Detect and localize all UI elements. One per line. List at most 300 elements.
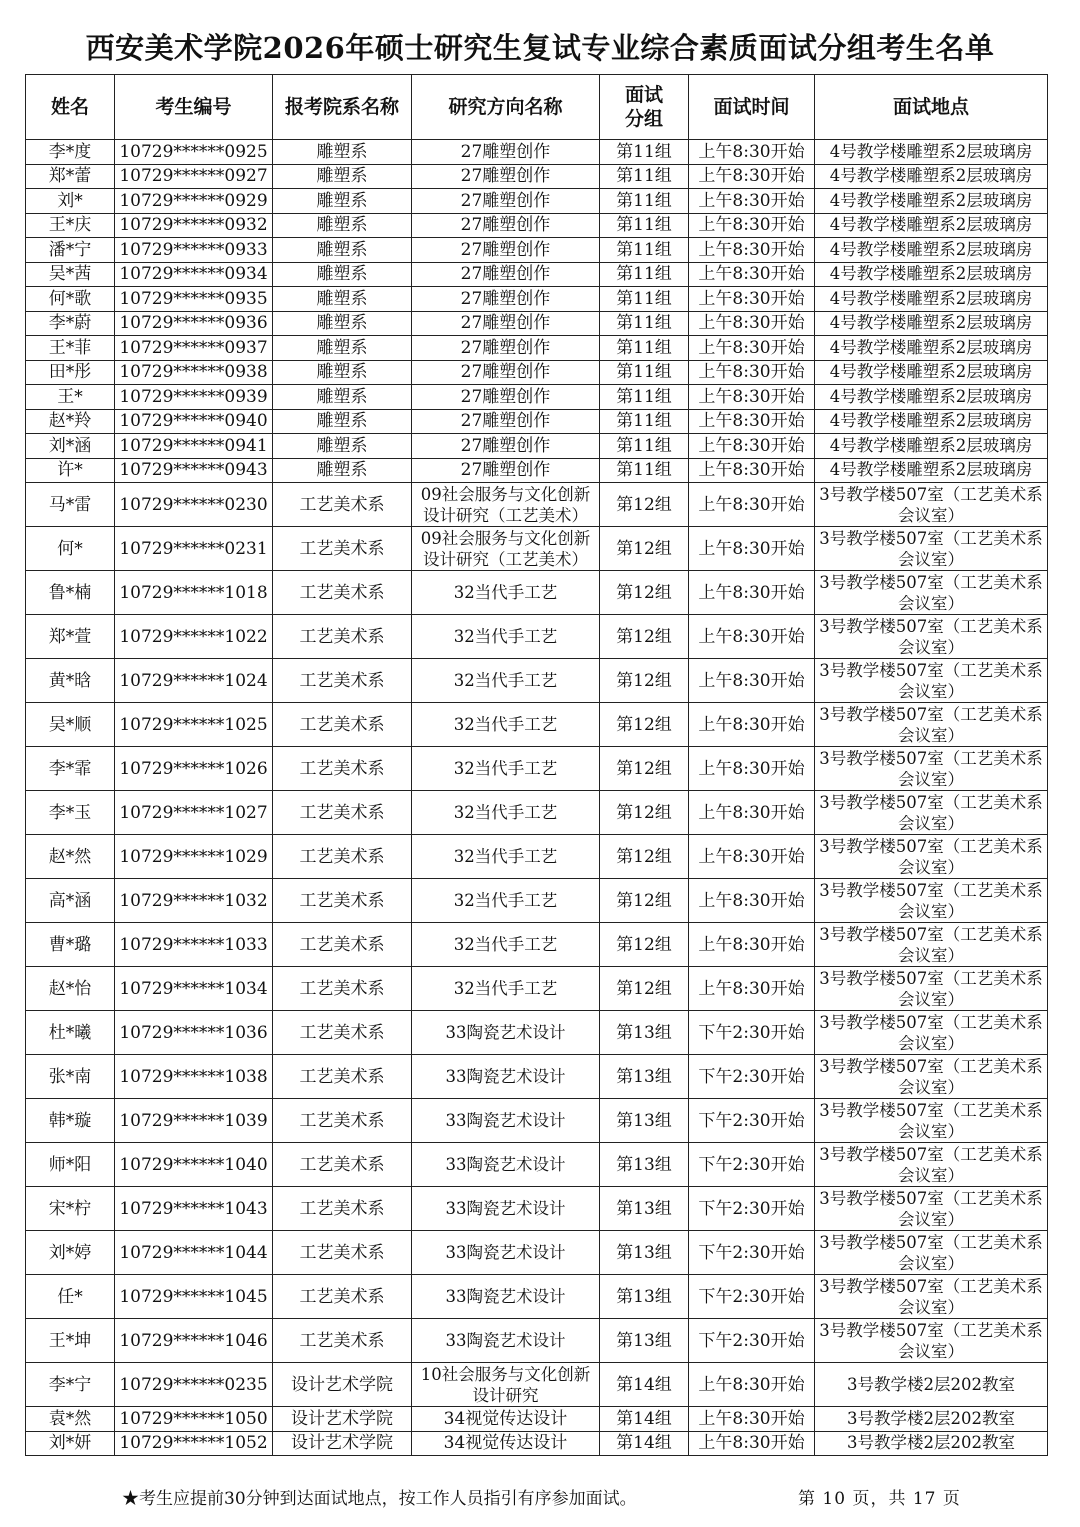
cell-interview-location: 3号教学楼507室（工艺美术系会议室） <box>815 703 1048 747</box>
candidate-table <box>25 74 1048 1456</box>
cell-research-direction: 27雕塑创作 <box>412 434 600 459</box>
cell-department: 设计艺术学院 <box>273 1363 412 1407</box>
cell-candidate-id: 10729******0943 <box>115 458 273 483</box>
table-row <box>26 287 1048 312</box>
cell-interview-time: 上午8:30开始 <box>689 835 815 879</box>
cell-interview-location: 4号教学楼雕塑系2层玻璃房 <box>815 409 1048 434</box>
cell-candidate-id: 10729******0939 <box>115 385 273 410</box>
cell-name: 田*彤 <box>26 360 115 385</box>
cell-interview-time: 下午2:30开始 <box>689 1275 815 1319</box>
cell-interview-time: 下午2:30开始 <box>689 1011 815 1055</box>
cell-department: 雕塑系 <box>273 287 412 312</box>
cell-department: 工艺美术系 <box>273 483 412 527</box>
cell-research-direction: 27雕塑创作 <box>412 262 600 287</box>
cell-interview-group: 第11组 <box>600 434 689 459</box>
cell-candidate-id: 10729******1022 <box>115 615 273 659</box>
cell-name: 赵*怡 <box>26 967 115 1011</box>
table-row <box>26 1319 1048 1363</box>
cell-interview-location: 3号教学楼507室（工艺美术系会议室） <box>815 527 1048 571</box>
table-row <box>26 1275 1048 1319</box>
cell-name: 王*菲 <box>26 336 115 361</box>
cell-interview-time: 上午8:30开始 <box>689 923 815 967</box>
cell-department: 雕塑系 <box>273 434 412 459</box>
cell-candidate-id: 10729******1045 <box>115 1275 273 1319</box>
cell-interview-time: 下午2:30开始 <box>689 1099 815 1143</box>
cell-candidate-id: 10729******1034 <box>115 967 273 1011</box>
cell-interview-time: 上午8:30开始 <box>689 703 815 747</box>
cell-interview-group: 第12组 <box>600 879 689 923</box>
table-row <box>26 571 1048 615</box>
cell-interview-location: 3号教学楼507室（工艺美术系会议室） <box>815 615 1048 659</box>
cell-interview-time: 上午8:30开始 <box>689 1431 815 1456</box>
cell-department: 雕塑系 <box>273 336 412 361</box>
cell-interview-time: 上午8:30开始 <box>689 615 815 659</box>
cell-department: 工艺美术系 <box>273 1011 412 1055</box>
cell-research-direction: 32当代手工艺 <box>412 835 600 879</box>
cell-research-direction: 27雕塑创作 <box>412 385 600 410</box>
cell-research-direction: 09社会服务与文化创新设计研究（工艺美术） <box>412 527 600 571</box>
table-row <box>26 791 1048 835</box>
cell-interview-location: 4号教学楼雕塑系2层玻璃房 <box>815 189 1048 214</box>
cell-research-direction: 33陶瓷艺术设计 <box>412 1275 600 1319</box>
header-research-direction: 研究方向名称 <box>412 75 600 140</box>
cell-interview-location: 3号教学楼507室（工艺美术系会议室） <box>815 659 1048 703</box>
table-row <box>26 262 1048 287</box>
cell-name: 师*阳 <box>26 1143 115 1187</box>
cell-interview-time: 下午2:30开始 <box>689 1055 815 1099</box>
cell-interview-group: 第12组 <box>600 659 689 703</box>
table-row <box>26 409 1048 434</box>
cell-research-direction: 27雕塑创作 <box>412 140 600 165</box>
page-indicator: 第 10 页，共 17 页 <box>798 1489 961 1509</box>
cell-interview-location: 4号教学楼雕塑系2层玻璃房 <box>815 238 1048 263</box>
cell-interview-time: 上午8:30开始 <box>689 213 815 238</box>
cell-interview-group: 第11组 <box>600 311 689 336</box>
cell-interview-group: 第11组 <box>600 238 689 263</box>
cell-candidate-id: 10729******0938 <box>115 360 273 385</box>
cell-research-direction: 33陶瓷艺术设计 <box>412 1099 600 1143</box>
cell-candidate-id: 10729******0925 <box>115 140 273 165</box>
cell-interview-group: 第13组 <box>600 1011 689 1055</box>
cell-department: 雕塑系 <box>273 311 412 336</box>
cell-department: 雕塑系 <box>273 262 412 287</box>
header-interview-time: 面试时间 <box>689 75 815 140</box>
cell-candidate-id: 10729******0941 <box>115 434 273 459</box>
cell-candidate-id: 10729******1038 <box>115 1055 273 1099</box>
cell-name: 李*霏 <box>26 747 115 791</box>
cell-research-direction: 33陶瓷艺术设计 <box>412 1055 600 1099</box>
cell-name: 赵*然 <box>26 835 115 879</box>
table-row <box>26 1143 1048 1187</box>
cell-name: 马*雷 <box>26 483 115 527</box>
cell-department: 工艺美术系 <box>273 1275 412 1319</box>
cell-interview-time: 上午8:30开始 <box>689 434 815 459</box>
cell-candidate-id: 10729******0235 <box>115 1363 273 1407</box>
cell-name: 许* <box>26 458 115 483</box>
cell-interview-time: 上午8:30开始 <box>689 140 815 165</box>
cell-research-direction: 32当代手工艺 <box>412 615 600 659</box>
cell-name: 吴*茜 <box>26 262 115 287</box>
cell-interview-group: 第11组 <box>600 164 689 189</box>
cell-interview-location: 4号教学楼雕塑系2层玻璃房 <box>815 336 1048 361</box>
table-row <box>26 213 1048 238</box>
cell-interview-location: 4号教学楼雕塑系2层玻璃房 <box>815 287 1048 312</box>
table-row <box>26 336 1048 361</box>
cell-research-direction: 32当代手工艺 <box>412 571 600 615</box>
cell-research-direction: 27雕塑创作 <box>412 336 600 361</box>
cell-research-direction: 33陶瓷艺术设计 <box>412 1231 600 1275</box>
cell-interview-time: 上午8:30开始 <box>689 238 815 263</box>
cell-candidate-id: 10729******0934 <box>115 262 273 287</box>
cell-research-direction: 27雕塑创作 <box>412 238 600 263</box>
cell-research-direction: 32当代手工艺 <box>412 703 600 747</box>
table-row <box>26 311 1048 336</box>
cell-candidate-id: 10729******1039 <box>115 1099 273 1143</box>
cell-research-direction: 27雕塑创作 <box>412 360 600 385</box>
cell-interview-group: 第12组 <box>600 527 689 571</box>
cell-candidate-id: 10729******1025 <box>115 703 273 747</box>
cell-candidate-id: 10729******1046 <box>115 1319 273 1363</box>
cell-candidate-id: 10729******1026 <box>115 747 273 791</box>
cell-interview-location: 3号教学楼507室（工艺美术系会议室） <box>815 791 1048 835</box>
cell-interview-location: 4号教学楼雕塑系2层玻璃房 <box>815 360 1048 385</box>
cell-candidate-id: 10729******1032 <box>115 879 273 923</box>
table-row <box>26 1055 1048 1099</box>
cell-interview-group: 第12组 <box>600 571 689 615</box>
cell-name: 赵*羚 <box>26 409 115 434</box>
cell-interview-group: 第12组 <box>600 747 689 791</box>
cell-department: 工艺美术系 <box>273 923 412 967</box>
cell-candidate-id: 10729******0940 <box>115 409 273 434</box>
cell-interview-location: 3号教学楼507室（工艺美术系会议室） <box>815 747 1048 791</box>
cell-candidate-id: 10729******1029 <box>115 835 273 879</box>
header-name: 姓名 <box>26 75 115 140</box>
cell-interview-group: 第11组 <box>600 189 689 214</box>
cell-interview-time: 上午8:30开始 <box>689 527 815 571</box>
table-row <box>26 458 1048 483</box>
cell-department: 工艺美术系 <box>273 527 412 571</box>
cell-department: 雕塑系 <box>273 164 412 189</box>
cell-candidate-id: 10729******1043 <box>115 1187 273 1231</box>
table-row <box>26 703 1048 747</box>
cell-interview-location: 4号教学楼雕塑系2层玻璃房 <box>815 434 1048 459</box>
cell-name: 任* <box>26 1275 115 1319</box>
cell-name: 宋*柠 <box>26 1187 115 1231</box>
page-title: 西安美术学院2026年硕士研究生复试专业综合素质面试分组考生名单 <box>85 31 995 65</box>
header-department: 报考院系名称 <box>273 75 412 140</box>
cell-name: 刘*妍 <box>26 1431 115 1456</box>
cell-interview-location: 3号教学楼2层202教室 <box>815 1407 1048 1432</box>
cell-research-direction: 27雕塑创作 <box>412 409 600 434</box>
cell-research-direction: 27雕塑创作 <box>412 287 600 312</box>
cell-interview-time: 上午8:30开始 <box>689 1407 815 1432</box>
cell-department: 雕塑系 <box>273 213 412 238</box>
cell-name: 袁*然 <box>26 1407 115 1432</box>
cell-research-direction: 32当代手工艺 <box>412 879 600 923</box>
table-header-row <box>26 75 1048 140</box>
cell-interview-group: 第12组 <box>600 967 689 1011</box>
cell-name: 李*度 <box>26 140 115 165</box>
cell-research-direction: 32当代手工艺 <box>412 747 600 791</box>
cell-department: 设计艺术学院 <box>273 1431 412 1456</box>
table-row <box>26 434 1048 459</box>
cell-department: 工艺美术系 <box>273 1099 412 1143</box>
cell-interview-location: 4号教学楼雕塑系2层玻璃房 <box>815 164 1048 189</box>
cell-interview-location: 3号教学楼507室（工艺美术系会议室） <box>815 1055 1048 1099</box>
cell-candidate-id: 10729******1036 <box>115 1011 273 1055</box>
cell-interview-group: 第12组 <box>600 483 689 527</box>
cell-candidate-id: 10729******0932 <box>115 213 273 238</box>
cell-research-direction: 34视觉传达设计 <box>412 1431 600 1456</box>
cell-interview-time: 上午8:30开始 <box>689 483 815 527</box>
cell-interview-time: 上午8:30开始 <box>689 189 815 214</box>
cell-interview-location: 3号教学楼507室（工艺美术系会议室） <box>815 571 1048 615</box>
cell-interview-time: 下午2:30开始 <box>689 1231 815 1275</box>
cell-interview-group: 第11组 <box>600 458 689 483</box>
cell-candidate-id: 10729******1033 <box>115 923 273 967</box>
cell-interview-time: 上午8:30开始 <box>689 164 815 189</box>
cell-interview-time: 上午8:30开始 <box>689 571 815 615</box>
table-row <box>26 1431 1048 1456</box>
cell-interview-group: 第14组 <box>600 1407 689 1432</box>
cell-interview-location: 4号教学楼雕塑系2层玻璃房 <box>815 458 1048 483</box>
cell-interview-time: 上午8:30开始 <box>689 1363 815 1407</box>
cell-interview-group: 第13组 <box>600 1275 689 1319</box>
cell-research-direction: 27雕塑创作 <box>412 189 600 214</box>
cell-candidate-id: 10729******0937 <box>115 336 273 361</box>
cell-interview-group: 第13组 <box>600 1099 689 1143</box>
cell-research-direction: 32当代手工艺 <box>412 967 600 1011</box>
cell-interview-group: 第12组 <box>600 791 689 835</box>
table-row <box>26 483 1048 527</box>
header-interview-location: 面试地点 <box>815 75 1048 140</box>
cell-interview-location: 3号教学楼507室（工艺美术系会议室） <box>815 923 1048 967</box>
cell-interview-group: 第12组 <box>600 835 689 879</box>
cell-interview-time: 上午8:30开始 <box>689 458 815 483</box>
cell-interview-location: 3号教学楼507室（工艺美术系会议室） <box>815 1231 1048 1275</box>
cell-name: 黄*晗 <box>26 659 115 703</box>
cell-interview-time: 下午2:30开始 <box>689 1319 815 1363</box>
cell-interview-location: 3号教学楼2层202教室 <box>815 1363 1048 1407</box>
cell-department: 工艺美术系 <box>273 791 412 835</box>
cell-interview-location: 3号教学楼507室（工艺美术系会议室） <box>815 1143 1048 1187</box>
cell-interview-time: 下午2:30开始 <box>689 1143 815 1187</box>
cell-name: 曹*璐 <box>26 923 115 967</box>
cell-interview-location: 3号教学楼507室（工艺美术系会议室） <box>815 1011 1048 1055</box>
table-body <box>26 140 1048 1456</box>
cell-research-direction: 33陶瓷艺术设计 <box>412 1187 600 1231</box>
cell-interview-time: 上午8:30开始 <box>689 287 815 312</box>
cell-name: 郑*萱 <box>26 615 115 659</box>
table-row <box>26 189 1048 214</box>
cell-name: 何* <box>26 527 115 571</box>
cell-interview-group: 第14组 <box>600 1431 689 1456</box>
cell-candidate-id: 10729******0927 <box>115 164 273 189</box>
cell-department: 工艺美术系 <box>273 1231 412 1275</box>
cell-research-direction: 33陶瓷艺术设计 <box>412 1143 600 1187</box>
cell-name: 王*庆 <box>26 213 115 238</box>
cell-interview-location: 3号教学楼2层202教室 <box>815 1431 1048 1456</box>
table-row <box>26 615 1048 659</box>
cell-interview-group: 第11组 <box>600 287 689 312</box>
cell-department: 工艺美术系 <box>273 703 412 747</box>
cell-research-direction: 27雕塑创作 <box>412 164 600 189</box>
cell-interview-time: 上午8:30开始 <box>689 336 815 361</box>
cell-department: 雕塑系 <box>273 140 412 165</box>
cell-name: 李*宁 <box>26 1363 115 1407</box>
table-row <box>26 164 1048 189</box>
cell-interview-group: 第13组 <box>600 1143 689 1187</box>
cell-department: 工艺美术系 <box>273 659 412 703</box>
table-row <box>26 140 1048 165</box>
cell-department: 工艺美术系 <box>273 1055 412 1099</box>
cell-interview-time: 上午8:30开始 <box>689 791 815 835</box>
cell-name: 何*歌 <box>26 287 115 312</box>
cell-name: 韩*璇 <box>26 1099 115 1143</box>
table-row <box>26 385 1048 410</box>
cell-interview-group: 第11组 <box>600 140 689 165</box>
cell-interview-location: 4号教学楼雕塑系2层玻璃房 <box>815 385 1048 410</box>
cell-candidate-id: 10729******0933 <box>115 238 273 263</box>
cell-interview-time: 上午8:30开始 <box>689 747 815 791</box>
cell-interview-group: 第11组 <box>600 360 689 385</box>
cell-name: 王* <box>26 385 115 410</box>
table-row <box>26 238 1048 263</box>
cell-interview-time: 上午8:30开始 <box>689 262 815 287</box>
cell-interview-group: 第11组 <box>600 409 689 434</box>
cell-department: 工艺美术系 <box>273 835 412 879</box>
cell-candidate-id: 10729******0230 <box>115 483 273 527</box>
cell-research-direction: 10社会服务与文化创新设计研究 <box>412 1363 600 1407</box>
cell-candidate-id: 10729******1027 <box>115 791 273 835</box>
cell-department: 设计艺术学院 <box>273 1407 412 1432</box>
table-row <box>26 1363 1048 1407</box>
cell-department: 工艺美术系 <box>273 1319 412 1363</box>
cell-interview-location: 3号教学楼507室（工艺美术系会议室） <box>815 1319 1048 1363</box>
cell-interview-location: 4号教学楼雕塑系2层玻璃房 <box>815 311 1048 336</box>
cell-name: 吴*顺 <box>26 703 115 747</box>
cell-candidate-id: 10729******1050 <box>115 1407 273 1432</box>
cell-interview-time: 上午8:30开始 <box>689 311 815 336</box>
cell-research-direction: 32当代手工艺 <box>412 791 600 835</box>
table-row <box>26 747 1048 791</box>
cell-interview-time: 上午8:30开始 <box>689 967 815 1011</box>
cell-candidate-id: 10729******1024 <box>115 659 273 703</box>
cell-research-direction: 33陶瓷艺术设计 <box>412 1011 600 1055</box>
cell-department: 工艺美术系 <box>273 967 412 1011</box>
cell-department: 工艺美术系 <box>273 747 412 791</box>
table-row <box>26 360 1048 385</box>
cell-interview-time: 下午2:30开始 <box>689 1187 815 1231</box>
table-row <box>26 1187 1048 1231</box>
cell-interview-location: 3号教学楼507室（工艺美术系会议室） <box>815 879 1048 923</box>
cell-interview-time: 上午8:30开始 <box>689 409 815 434</box>
cell-department: 工艺美术系 <box>273 1187 412 1231</box>
cell-department: 工艺美术系 <box>273 1143 412 1187</box>
cell-interview-group: 第14组 <box>600 1363 689 1407</box>
cell-research-direction: 27雕塑创作 <box>412 213 600 238</box>
cell-interview-location: 3号教学楼507室（工艺美术系会议室） <box>815 483 1048 527</box>
cell-department: 雕塑系 <box>273 360 412 385</box>
cell-interview-time: 上午8:30开始 <box>689 879 815 923</box>
cell-interview-group: 第13组 <box>600 1187 689 1231</box>
cell-name: 刘*涵 <box>26 434 115 459</box>
cell-name: 鲁*楠 <box>26 571 115 615</box>
cell-name: 李*蔚 <box>26 311 115 336</box>
cell-name: 张*南 <box>26 1055 115 1099</box>
cell-candidate-id: 10729******1018 <box>115 571 273 615</box>
cell-department: 雕塑系 <box>273 385 412 410</box>
cell-candidate-id: 10729******0929 <box>115 189 273 214</box>
cell-department: 雕塑系 <box>273 189 412 214</box>
footer-note: ★考生应提前30分钟到达面试地点，按工作人员指引有序参加面试。 <box>122 1489 637 1509</box>
cell-interview-group: 第11组 <box>600 336 689 361</box>
cell-research-direction: 32当代手工艺 <box>412 923 600 967</box>
cell-department: 雕塑系 <box>273 458 412 483</box>
table-row <box>26 879 1048 923</box>
table-row <box>26 835 1048 879</box>
cell-name: 刘* <box>26 189 115 214</box>
cell-candidate-id: 10729******1040 <box>115 1143 273 1187</box>
cell-interview-location: 3号教学楼507室（工艺美术系会议室） <box>815 1099 1048 1143</box>
cell-interview-group: 第11组 <box>600 213 689 238</box>
cell-interview-location: 3号教学楼507室（工艺美术系会议室） <box>815 835 1048 879</box>
table-row <box>26 527 1048 571</box>
header-candidate-id: 考生编号 <box>115 75 273 140</box>
cell-interview-time: 上午8:30开始 <box>689 385 815 410</box>
cell-research-direction: 27雕塑创作 <box>412 311 600 336</box>
header-interview-group: 面试分组 <box>600 75 689 140</box>
cell-name: 郑*蕾 <box>26 164 115 189</box>
cell-interview-location: 3号教学楼507室（工艺美术系会议室） <box>815 967 1048 1011</box>
cell-name: 王*坤 <box>26 1319 115 1363</box>
table-row <box>26 1011 1048 1055</box>
cell-interview-time: 上午8:30开始 <box>689 659 815 703</box>
cell-interview-group: 第11组 <box>600 385 689 410</box>
cell-name: 潘*宁 <box>26 238 115 263</box>
cell-name: 高*涵 <box>26 879 115 923</box>
cell-research-direction: 09社会服务与文化创新设计研究（工艺美术） <box>412 483 600 527</box>
cell-interview-group: 第12组 <box>600 923 689 967</box>
cell-research-direction: 34视觉传达设计 <box>412 1407 600 1432</box>
cell-candidate-id: 10729******0936 <box>115 311 273 336</box>
cell-interview-group: 第11组 <box>600 262 689 287</box>
cell-interview-location: 4号教学楼雕塑系2层玻璃房 <box>815 140 1048 165</box>
cell-interview-location: 4号教学楼雕塑系2层玻璃房 <box>815 262 1048 287</box>
cell-candidate-id: 10729******0231 <box>115 527 273 571</box>
cell-research-direction: 27雕塑创作 <box>412 458 600 483</box>
cell-research-direction: 32当代手工艺 <box>412 659 600 703</box>
cell-department: 工艺美术系 <box>273 615 412 659</box>
cell-interview-group: 第12组 <box>600 703 689 747</box>
cell-department: 雕塑系 <box>273 238 412 263</box>
cell-interview-location: 3号教学楼507室（工艺美术系会议室） <box>815 1275 1048 1319</box>
cell-name: 李*玉 <box>26 791 115 835</box>
cell-interview-location: 4号教学楼雕塑系2层玻璃房 <box>815 213 1048 238</box>
table-row <box>26 923 1048 967</box>
cell-interview-group: 第13组 <box>600 1055 689 1099</box>
cell-interview-time: 上午8:30开始 <box>689 360 815 385</box>
cell-interview-group: 第13组 <box>600 1319 689 1363</box>
cell-department: 工艺美术系 <box>273 879 412 923</box>
cell-research-direction: 33陶瓷艺术设计 <box>412 1319 600 1363</box>
table-row <box>26 1231 1048 1275</box>
cell-interview-group: 第12组 <box>600 615 689 659</box>
cell-candidate-id: 10729******0935 <box>115 287 273 312</box>
cell-interview-group: 第13组 <box>600 1231 689 1275</box>
cell-department: 雕塑系 <box>273 409 412 434</box>
cell-name: 杜*曦 <box>26 1011 115 1055</box>
